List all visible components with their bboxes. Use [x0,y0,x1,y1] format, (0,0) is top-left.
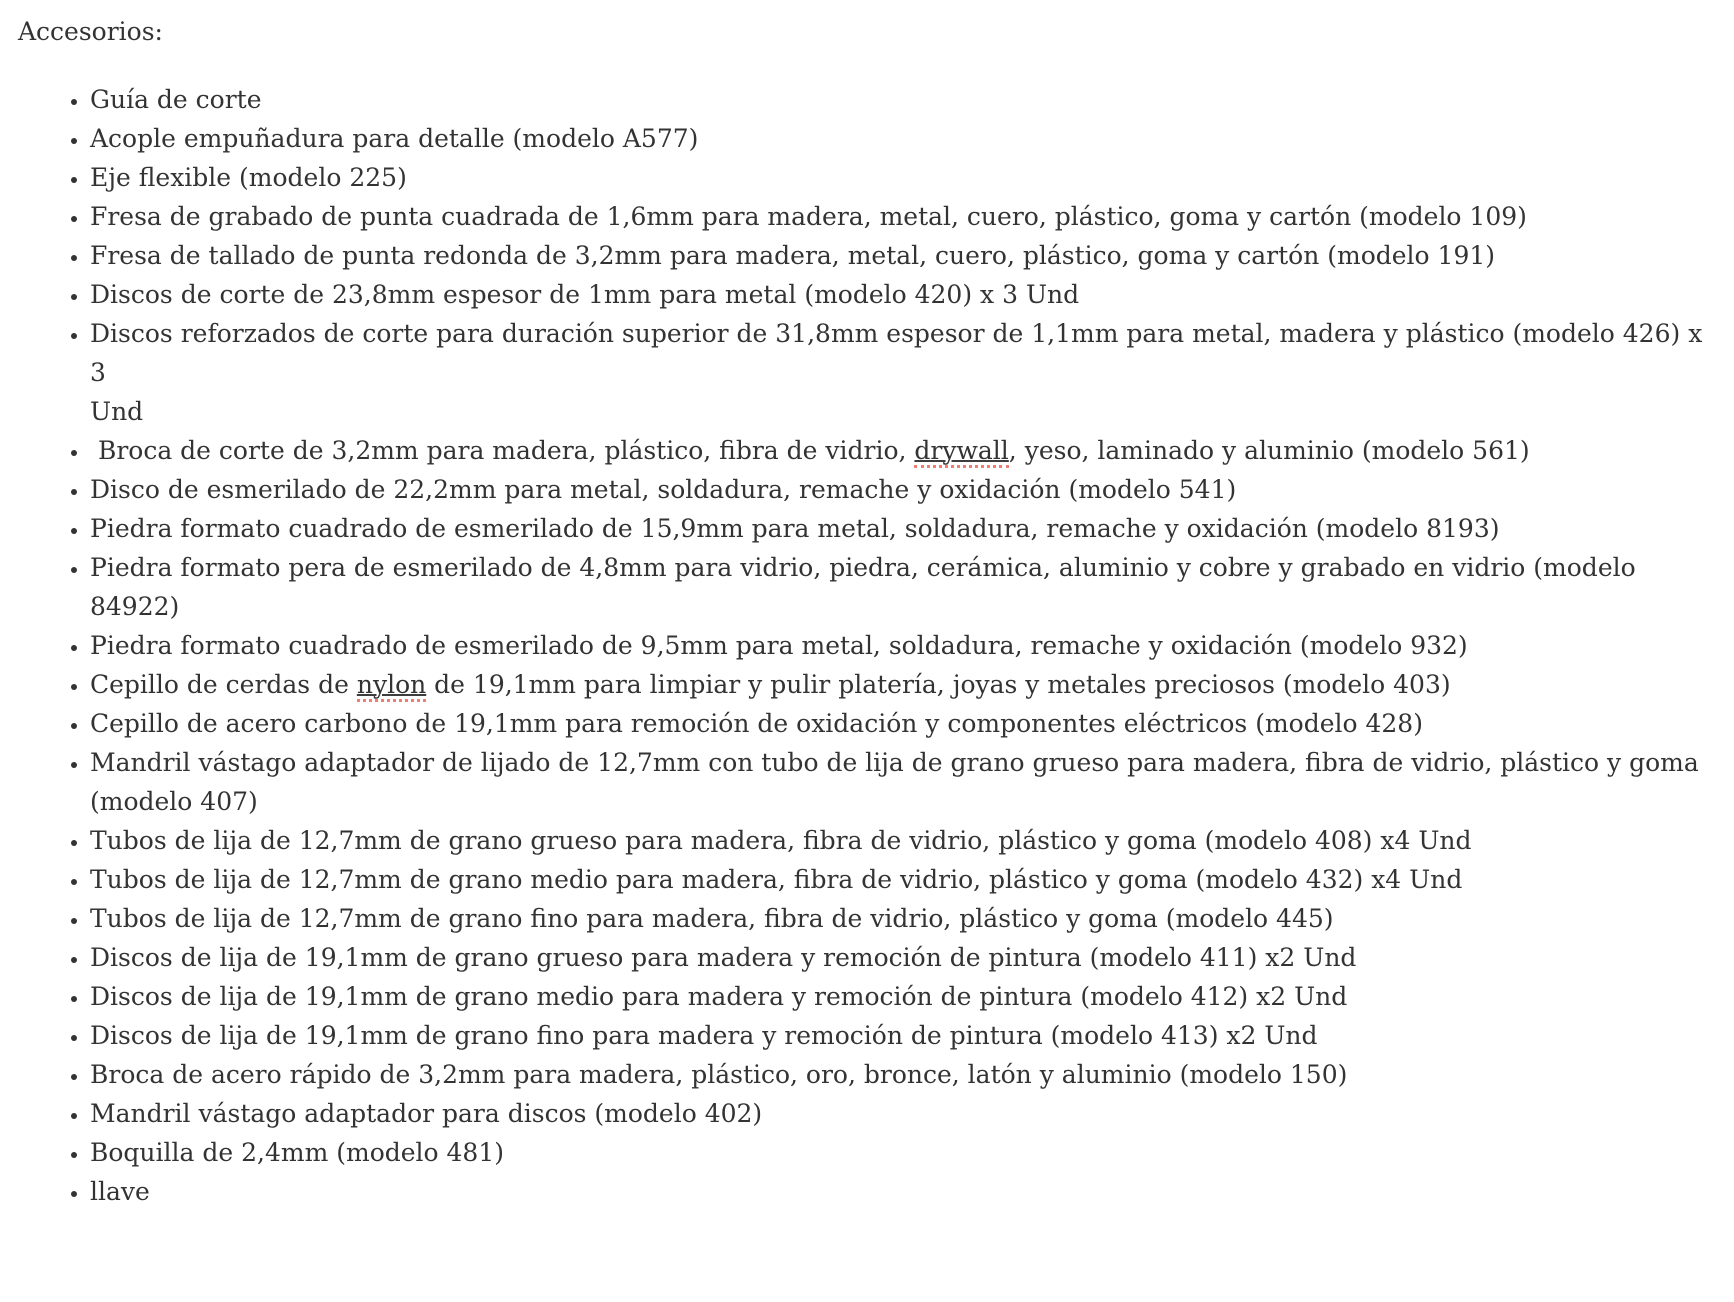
text-segment: Discos de lija de 19,1mm de grano medio para madera y remoción de pintura (modelo 412) x2 Und [90,982,1348,1011]
text-segment: Discos de lija de 19,1mm de grano fino para madera y remoción de pintura (modelo 413) x2 Und [90,1021,1318,1050]
list-item [90,80,1726,119]
list-item [90,548,1726,626]
text-segment: Mandril vástago adaptador de lijado de 12,7mm con tubo de lija de grano grueso para madera, fibra de vidrio, plástico y goma [90,748,1699,777]
text-segment: Broca de acero rápido de 3,2mm para madera, plástico, oro, bronce, latón y aluminio (modelo 150) [90,1060,1348,1089]
accessories-list [18,80,1726,1211]
list-item [90,431,1726,470]
list-item [90,509,1726,548]
text-segment: Tubos de lija de 12,7mm de grano medio para madera, fibra de vidrio, plástico y goma (modelo 432) x4 Und [90,865,1463,894]
text-segment: Piedra formato pera de esmerilado de 4,8mm para vidrio, piedra, cerámica, aluminio y cobre y grabado en vidrio (modelo [90,553,1636,582]
text-segment: Discos de lija de 19,1mm de grano grueso para madera y remoción de pintura (modelo 411) x2 Und [90,943,1357,972]
list-item [90,470,1726,509]
text-segment: , yeso, laminado y aluminio (modelo 561) [1008,436,1530,465]
list-item [90,743,1726,821]
text-segment: Cepillo de acero carbono de 19,1mm para remoción de oxidación y componentes eléctricos (modelo 428) [90,709,1423,738]
list-item [90,938,1726,977]
list-item [90,1133,1726,1172]
list-item [90,821,1726,860]
list-item [90,665,1726,704]
list-item [90,626,1726,665]
text-segment: Guía de corte [90,85,262,114]
list-item [90,197,1726,236]
page-title: Accesorios: [18,17,163,46]
text-segment: Acople empuñadura para detalle (modelo A577) [90,124,699,153]
text-segment: Eje flexible (modelo 225) [90,163,407,192]
list-item [90,704,1726,743]
list-item [90,1172,1726,1211]
misspelled-word: drywall [914,436,1008,468]
text-segment: Broca de corte de 3,2mm para madera, plástico, fibra de vidrio, [90,436,915,465]
text-segment: Discos reforzados de corte para duración superior de 31,8mm espesor de 1,1mm para metal, madera y plástico (modelo 426) x 3 [90,319,1711,387]
text-segment: Tubos de lija de 12,7mm de grano grueso para madera, fibra de vidrio, plástico y goma (modelo 408) x4 Und [90,826,1472,855]
list-item [90,860,1726,899]
list-item [90,275,1726,314]
list-item [90,977,1726,1016]
list-item [90,1094,1726,1133]
list-item [90,899,1726,938]
list-item [90,119,1726,158]
list-item [90,158,1726,197]
text-segment: Boquilla de 2,4mm (modelo 481) [90,1138,505,1167]
text-segment: Disco de esmerilado de 22,2mm para metal, soldadura, remache y oxidación (modelo 541) [90,475,1237,504]
text-segment: 84922) [90,592,180,621]
text-segment: Fresa de grabado de punta cuadrada de 1,6mm para madera, metal, cuero, plástico, goma y cartón (modelo 109) [90,202,1527,231]
text-segment: Piedra formato cuadrado de esmerilado de 15,9mm para metal, soldadura, remache y oxidación (modelo 8193) [90,514,1500,543]
list-item [90,1016,1726,1055]
text-segment: llave [90,1177,150,1206]
text-segment: Cepillo de cerdas de [90,670,357,699]
text-segment: Fresa de tallado de punta redonda de 3,2mm para madera, metal, cuero, plástico, goma y cartón (modelo 191) [90,241,1496,270]
text-segment: Tubos de lija de 12,7mm de grano fino para madera, fibra de vidrio, plástico y goma (modelo 445) [90,904,1334,933]
list-item [90,236,1726,275]
text-segment: de 19,1mm para limpiar y pulir platería, joyas y metales preciosos (modelo 403) [426,670,1451,699]
text-segment: Mandril vástago adaptador para discos (modelo 402) [90,1099,763,1128]
text-segment: Und [90,397,144,426]
text-segment: Piedra formato cuadrado de esmerilado de 9,5mm para metal, soldadura, remache y oxidación (modelo 932) [90,631,1468,660]
list-item [90,314,1726,431]
text-segment: Discos de corte de 23,8mm espesor de 1mm para metal (modelo 420) x 3 Und [90,280,1080,309]
text-segment: (modelo 407) [90,787,258,816]
misspelled-word: nylon [357,670,426,702]
list-item [90,1055,1726,1094]
